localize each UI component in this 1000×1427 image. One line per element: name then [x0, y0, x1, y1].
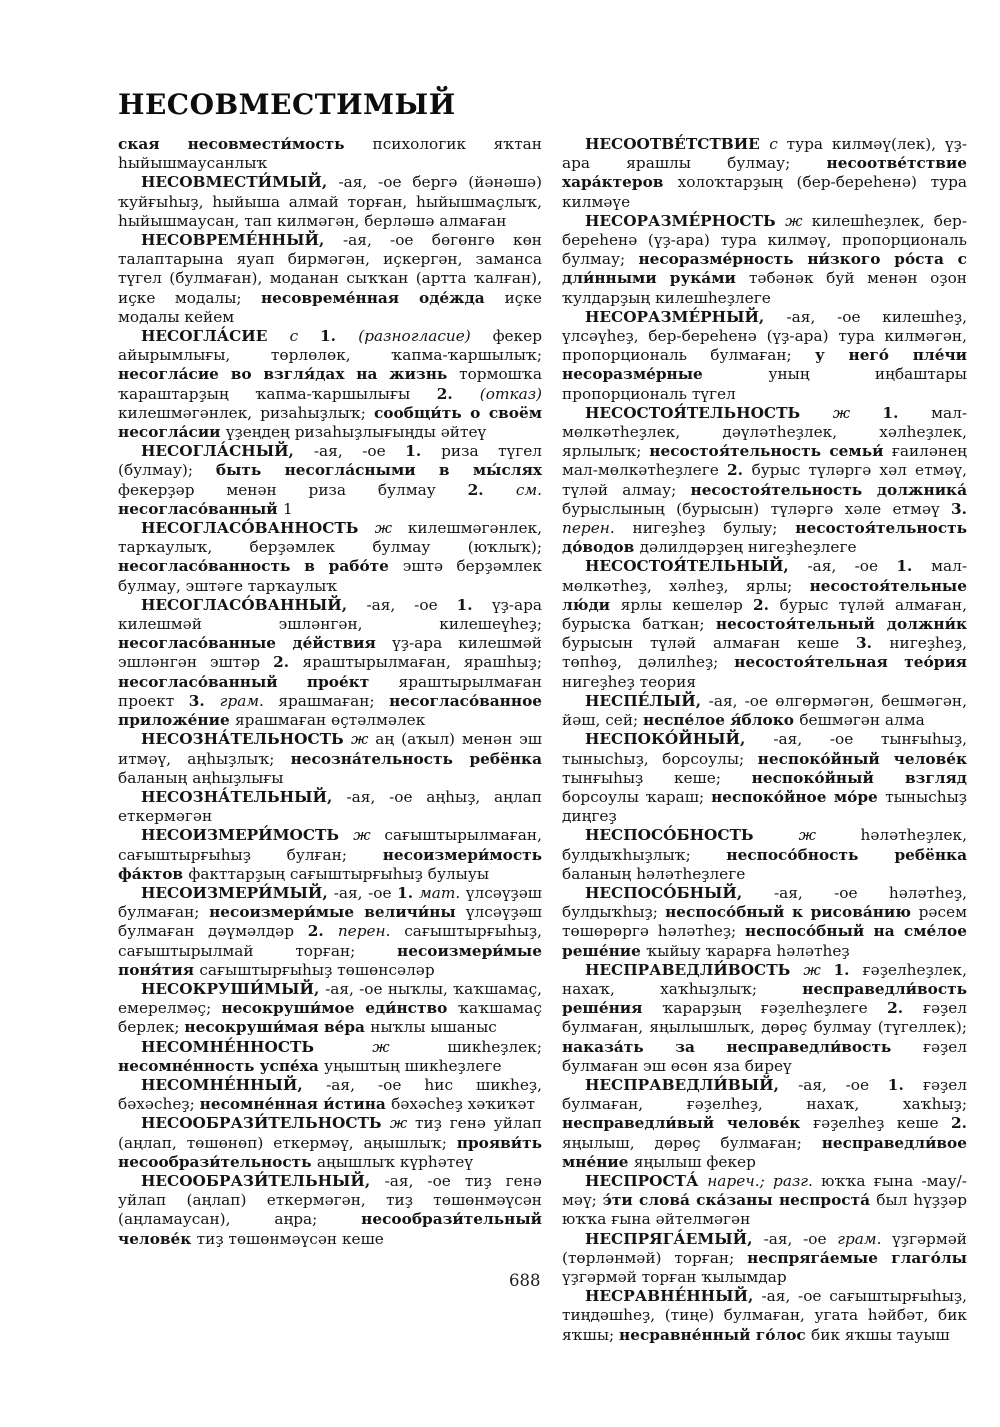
text-run: ҡыйыу ҡарарға һәләтһеҙ — [646, 941, 850, 960]
text-run: килешһеҙлек, бер-береһенә (үҙ-ара) тура килмәү, пропорциональ булмау; — [562, 211, 968, 269]
text-run: (разногласие) — [358, 327, 493, 346]
text-run: үҙ-ара килешмәй эшләнгән эштәр — [118, 634, 542, 672]
dictionary-entry — [118, 1172, 542, 1249]
text-run: ж — [785, 211, 812, 230]
text-run: нигеҙһеҙ теория — [562, 672, 697, 691]
text-run: мал-мөлкәтһеҙ, хәлһеҙ, ярлы; — [562, 557, 967, 595]
dictionary-entry — [118, 596, 542, 730]
text-run: см. — [515, 480, 542, 499]
text-run: грам. — [837, 1229, 893, 1248]
text-run: НЕСПРАВЕДЛИ́ВОСТЬ — [584, 960, 804, 979]
text-run: ж — [351, 730, 376, 749]
text-run: бурыс түләргә хәл етмәү, түләй алмау; — [562, 461, 967, 499]
dictionary-entry — [562, 692, 967, 730]
text-run: -ая, -ое — [366, 595, 457, 614]
text-run: неспе́лое я́блоко — [643, 711, 800, 730]
text-run: һәләтһеҙлек, булдыҡһыҙлыҡ; — [562, 826, 967, 864]
text-run: психологик яҡтан һыйышмаусанлыҡ — [118, 135, 543, 173]
text-run: бурыслының (бурысын) түләргә хәле етмәү — [562, 499, 952, 518]
text-run: ярашмаған өҫтәлмәлек — [235, 711, 426, 730]
text-run: несокруши́мое еди́нство — [221, 999, 459, 1018]
dictionary-entry — [118, 884, 542, 980]
text-run: холоҡтарҙың (бер-береһенә) тура килмәүе — [562, 173, 967, 211]
text-run: иҫке модалы кейем — [118, 288, 542, 326]
text-run: тура килмәү(лек), үҙ-ара ярашлы булмау; — [562, 135, 967, 173]
text-run: НЕСОМНЕ́ННЫЙ, — [140, 1075, 327, 1094]
text-run: тынғыһыҙ кеше; — [562, 768, 752, 787]
text-run: ғәҙел булмаған, яңылышлыҡ, дөрөҫ булмау (түгеллек); — [562, 999, 967, 1037]
text-run: несправедли́вое мне́ние — [562, 1133, 967, 1171]
text-run: НЕСПОСО́БНОСТЬ — [584, 826, 799, 845]
text-run: -ая, -ое килешһеҙ, үлсәүһеҙ, бер-береһенә (үҙ-ара) тура килмәгән, пропорциональ булмаған; — [562, 307, 968, 365]
text-run: НЕСОЗНА́ТЕЛЬНОСТЬ — [140, 730, 351, 749]
text-run: -ая, -ое өлгөрмәгән, бешмәгән, йәш, сей; — [562, 691, 967, 730]
text-run: неспосо́бный на сме́лое реше́ние — [562, 922, 967, 960]
dictionary-entry — [562, 557, 967, 691]
text-run: 3. — [855, 634, 890, 653]
text-run: аң (аҡыл) менән эш итмәү, аңһыҙлыҡ; — [118, 730, 542, 768]
text-run: 3. — [951, 499, 967, 518]
text-run: рәсем төшөрөргә һәләтһеҙ; — [562, 903, 967, 941]
text-run: ж — [374, 519, 408, 538]
text-run: ж — [798, 826, 861, 845]
text-run: үлсәүҙәш булмаған дәүмәлдәр — [118, 903, 542, 941]
text-run: (отказ) — [479, 384, 543, 403]
left-column — [118, 135, 542, 1280]
dictionary-entry — [118, 730, 542, 788]
text-run: несоизмери́мость фа́ктов — [118, 845, 542, 883]
text-run: несоизмери́мые величи́ны — [209, 903, 466, 922]
dictionary-entry — [562, 826, 967, 884]
text-run: уның иңбаштары пропорциональ түгел — [562, 365, 967, 403]
text-run: ж — [353, 826, 385, 845]
dictionary-entry — [562, 308, 967, 404]
text-run: несравне́нный го́лос — [619, 1325, 812, 1344]
dictionary-entry — [118, 327, 542, 442]
text-run: үлсәүҙәш булмаған; — [118, 883, 542, 922]
text-run: юҡҡа ғына -мау/-мәү; — [562, 1171, 967, 1210]
text-run: борсоулы ҡараш; — [562, 787, 712, 806]
dictionary-entry — [562, 135, 967, 212]
text-run: килешмәгәнлек, тарҡаулыҡ, берҙәмлек булмау (юҡлыҡ); — [118, 519, 542, 557]
text-run: 1 — [282, 499, 293, 518]
text-run: несоразме́рность ни́зкого ро́ста с дли́нными рука́ми — [562, 250, 967, 288]
text-run: ская несовмести́мость — [118, 135, 373, 153]
text-run: прояви́ть несообрази́тельность — [118, 1133, 542, 1171]
dictionary-entry — [118, 826, 542, 884]
text-run: быть несогла́сными в мы́слях — [215, 461, 542, 480]
text-run: нигеҙһеҙ, төпһөҙ, дәлилһеҙ; — [562, 634, 968, 672]
text-run: мат. — [419, 883, 466, 902]
text-run: фекерҙәр менән риза булмау — [118, 480, 468, 499]
text-run: тормошҡа ҡараштарҙың ҡапма-ҡаршылығы — [118, 365, 542, 403]
text-run: несомне́нная и́стина — [199, 1095, 392, 1114]
text-run: ҡарарҙың ғәҙелһеҙлеге — [662, 999, 888, 1018]
page-number: 688 — [509, 1271, 541, 1290]
text-run: сообщи́ть о своём несогла́сии — [118, 403, 542, 442]
text-run: НЕСОСТОЯ́ТЕЛЬНЫЙ, — [584, 557, 808, 576]
text-run: -ая, -ое бергә (йәнәшә) ҡуйғыһыҙ, һыйыша алмай торған, һыйышмаҫлыҡ, һыйышмаусан, тап килмәгән, берләшә алмаған — [118, 173, 542, 230]
text-run: НЕСПРОСТА́ — [584, 1171, 708, 1190]
text-run: 1. — [320, 327, 359, 346]
text-run: -ая, -ое — [763, 1229, 838, 1248]
text-run: 3. — [188, 691, 220, 710]
text-run: НЕСОКРУШИ́МЫЙ, — [140, 979, 326, 998]
dictionary-entry — [562, 961, 967, 1076]
dictionary-entry — [118, 519, 542, 596]
text-run: 1. — [397, 883, 420, 902]
text-run: аңышлыҡ күрһәтеү — [316, 1152, 473, 1171]
text-run: -ая, -ое тиҙ генә уйлап (аңлап) еткермәгән, тиҙ төшөнмәүсән (аңламаусан), аңра; — [118, 1171, 542, 1229]
text-run: 2. — [307, 922, 338, 941]
dictionary-entry — [562, 1230, 967, 1288]
dictionary-entry — [562, 1172, 967, 1230]
text-run: 2. — [273, 653, 303, 672]
text-run: ж — [389, 1114, 415, 1133]
text-run: ғаиләнең мал-мөлкәтһеҙлеге — [562, 442, 967, 480]
text-run: -ая, -ое аңһыҙ, аңлап еткермәгән — [118, 787, 542, 826]
dictionary-entry — [118, 788, 542, 826]
text-run: несоотве́тствие хара́ктеров — [562, 154, 967, 192]
text-run: ғәҙелһеҙлек, нахаҡ, хаҡһыҙлыҡ; — [562, 960, 967, 998]
text-run: ҡаҡшамаҫ берлек; — [118, 999, 542, 1037]
right-column — [562, 135, 968, 1344]
dictionary-entry — [562, 1287, 967, 1345]
text-run: фекер айырымлығы, төрлөлөк, ҡапма-ҡаршылыҡ; — [118, 327, 542, 365]
text-run: несоизмери́мые поня́тия — [118, 941, 542, 979]
text-run: неспоко́йный челове́к — [757, 749, 968, 768]
text-run: НЕСПРАВЕДЛИ́ВЫЙ, — [584, 1075, 799, 1094]
text-run: үҙгәрмәй (төрләнмәй) торған; — [562, 1229, 967, 1267]
text-run: несостоя́тельная тео́рия — [734, 653, 967, 672]
text-run: НЕСОМНЕ́ННОСТЬ — [140, 1037, 373, 1056]
dictionary-entry — [118, 1076, 542, 1114]
text-run: баланың аңһыҙлығы — [118, 768, 284, 787]
text-run: несогла́сие во взгля́дах на жизнь — [118, 365, 460, 384]
text-run: ғәҙел булмаған, ғәҙелһеҙ, нахаҡ, хаҡһыҙ; — [562, 1075, 968, 1114]
text-run: НЕСПОКО́ЙНЫЙ, — [584, 730, 774, 749]
text-run: -ая, -ое тынғыһыҙ, тынысһыҙ, борсоулы; — [562, 730, 967, 768]
text-run: тәбәнәк буй менән оҙон ҡулдарҙың килешһеҙлеге — [562, 269, 968, 307]
text-run: яраштырылмаған, ярашһыҙ; — [302, 653, 543, 672]
text-run: сағыштырғыһыҙ, сағыштырылмай торған; — [118, 922, 542, 960]
text-run: несправедли́вый челове́к — [562, 1114, 814, 1133]
text-run: тиҙ генә уйлап (аңлап, төшөнөп) еткермәү, аңышлыҡ; — [118, 1114, 542, 1152]
text-run: бәхәсһеҙ хәҡиҡәт — [391, 1095, 535, 1114]
text-run: НЕСРАВНЕ́ННЫЙ, — [584, 1287, 762, 1306]
text-run: НЕСОВРЕМЕ́ННЫЙ, — [140, 231, 344, 250]
text-run: ныҡлы ышаныс — [370, 1018, 497, 1037]
text-run: несостоя́тельность до́водов — [562, 519, 967, 557]
text-run: яңылыш, дөрөҫ булмаған; — [562, 1133, 822, 1152]
text-run: э́ти слова́ ска́заны неспроста́ — [602, 1191, 877, 1210]
text-run: несозна́тельность ребёнка — [290, 749, 542, 768]
text-run: сағыштырғыһыҙ төшөнсәләр — [199, 960, 435, 979]
text-run: НЕСОГЛАСО́ВАННЫЙ, — [140, 595, 367, 614]
text-run: яраштырылмаған проект — [118, 672, 542, 710]
text-run: неспосо́бный к рисова́нию — [665, 903, 919, 922]
text-run: 1. — [405, 442, 442, 461]
text-run: НЕСОИЗМЕРИ́МЫЙ, — [140, 883, 334, 902]
dictionary-entry — [562, 212, 967, 308]
dictionary-entry — [118, 173, 542, 231]
text-run: факттарҙың сағыштырғыһыҙ булыуы — [188, 864, 490, 883]
text-run: НЕСОГЛА́СНЫЙ, — [140, 442, 314, 461]
text-run: -ая, -ое һәләтһеҙ, булдыҡһыҙ; — [562, 883, 967, 922]
text-run: НЕСООБРАЗИ́ТЕЛЬНОСТЬ — [140, 1114, 390, 1133]
text-run: 2. — [887, 999, 923, 1018]
text-run: НЕСПОСО́БНЫЙ, — [584, 883, 774, 902]
text-run: несогласо́ванное приложе́ние — [118, 691, 543, 730]
dictionary-entry — [562, 1076, 967, 1172]
text-run: мал-мөлкәтһеҙлек, дәүләтһеҙлек, хәлһеҙлек, ярлылыҡ; — [562, 403, 967, 461]
text-run: 1. — [896, 557, 932, 576]
text-run: наказа́ть за несправедли́вость — [562, 1037, 923, 1056]
dictionary-entry — [118, 1114, 542, 1172]
text-run: -ая, -ое сағыштырғыһыҙ, тиңдәшһеҙ, (тиңе) булмаған, угата һәйбәт, бик яҡшы; — [562, 1287, 967, 1344]
text-run: 1. — [882, 403, 932, 422]
dictionary-entry — [118, 442, 542, 519]
text-run: ж — [372, 1037, 448, 1056]
text-run: НЕСООБРАЗИ́ТЕЛЬНЫЙ, — [140, 1171, 385, 1190]
text-run: несостоя́тельные лю́ди — [562, 576, 967, 614]
text-run: үҙеңдең ризаһыҙлығыңды әйтеү — [225, 423, 487, 442]
text-run: несостоя́тельность семьи́ — [649, 442, 892, 461]
text-run: тынысһыҙ диңгеҙ — [562, 787, 967, 826]
text-run: ғәҙелһеҙ кеше — [813, 1114, 952, 1133]
text-run: бурысын түләй алмаған кеше — [562, 634, 856, 653]
text-run: дәлилдәрҙең нигеҙһеҙлеге — [639, 538, 857, 557]
text-run: үҙгәрмәй торған ҡылымдар — [562, 1267, 787, 1286]
text-run: НЕСОИЗМЕРИ́МОСТЬ — [140, 826, 354, 845]
text-run: 2. — [726, 461, 752, 480]
text-run: -ая, -ое һис шикһеҙ, бәхәсһеҙ; — [118, 1075, 542, 1114]
text-run: у него́ пле́чи несоразме́рные — [562, 346, 967, 384]
dictionary-entry — [118, 1038, 542, 1076]
text-run: үҙ-ара килешмәй эшләнгән, килешеүһеҙ; — [118, 595, 542, 634]
text-run: -ая, -ое — [807, 557, 897, 576]
text-run: несостоя́тельный должни́к — [715, 615, 968, 634]
text-run: 1. — [887, 1075, 923, 1094]
text-run: НЕСОВМЕСТИ́МЫЙ, — [140, 173, 339, 192]
text-run: бешмәгән алма — [799, 711, 925, 730]
text-run: 1. — [833, 960, 863, 979]
text-run: был һүҙҙәр юҡҡа ғына әйтелмәгән — [562, 1191, 967, 1229]
text-run: -ая, -ое ныҡлы, ҡаҡшамаҫ, емерелмәҫ; — [118, 979, 543, 1018]
text-run: яңылыш фекер — [633, 1152, 756, 1171]
dictionary-entry — [118, 135, 542, 173]
text-run: бурыс түләй алмаған, бурысҡа батҡан; — [562, 595, 967, 634]
text-run: -ая, -ое — [798, 1075, 888, 1094]
text-run: несомне́нность успе́ха — [118, 1056, 325, 1075]
text-run: ярлы кешеләр — [620, 595, 753, 614]
text-run: бик яҡшы тауыш — [811, 1325, 950, 1344]
text-run: с — [289, 327, 320, 346]
text-run: НЕСОРАЗМЕ́РНЫЙ, — [584, 307, 787, 326]
text-run: килешмәгәнлек, ризаһыҙлыҡ; — [118, 403, 374, 422]
text-run: уңыштың шикһеҙлеге — [324, 1056, 502, 1075]
text-run: ж — [832, 403, 883, 422]
text-run: ғәҙел булмаған эш өсөн яза биреү — [562, 1037, 967, 1075]
text-run: с — [769, 135, 787, 153]
text-run: ярашмаған; — [278, 691, 390, 710]
dictionary-entry — [562, 404, 967, 558]
text-run: НЕСОСТОЯ́ТЕЛЬНОСТЬ — [584, 403, 833, 422]
dictionary-entry — [562, 730, 967, 826]
text-run: неспосо́бность ребёнка — [726, 845, 967, 864]
text-run: несогласо́ванность в рабо́те — [118, 557, 403, 576]
text-run: эштә берҙәмлек булмау, эштәге тарҡаулыҡ — [118, 557, 542, 595]
text-run: нигеҙһеҙ булыу; — [632, 519, 796, 538]
text-run: несостоя́тельность должника́ — [690, 480, 967, 499]
dictionary-entry — [562, 884, 967, 961]
text-run: 2. — [951, 1114, 967, 1133]
text-run: -ая, -ое бөгөнгө көн талаптарына яуап бирмәгән, иҫкергән, заманса түгел (булмаған), моданан сыҡҡан (артта ҡалған), иҫке модалы; — [118, 231, 542, 307]
text-run: НЕСОЗНА́ТЕЛЬНЫЙ, — [140, 787, 347, 806]
text-run: перен. — [337, 922, 405, 941]
text-run: несогласо́ванный — [118, 499, 283, 518]
text-run: -ая, -ое — [333, 883, 398, 902]
text-run: неспряга́емые глаго́лы — [747, 1248, 967, 1267]
text-run: несообрази́тельный челове́к — [118, 1210, 542, 1248]
text-run: НЕСПЕ́ЛЫЙ, — [584, 691, 709, 710]
text-run: 2. — [752, 595, 780, 614]
text-run: -ая, -ое — [313, 442, 406, 461]
text-run: НЕСООТВЕ́ТСТВИЕ — [584, 135, 770, 153]
text-run: НЕСОГЛА́СИЕ — [140, 327, 290, 346]
text-run: неспоко́йный взгляд — [751, 768, 967, 787]
text-run: шикһеҙлек; — [447, 1037, 542, 1056]
text-run: несправедли́вость реше́ния — [562, 979, 967, 1018]
text-run: нареч.; разг. — [707, 1171, 822, 1190]
text-run: несогласо́ванный прое́кт — [118, 672, 399, 691]
text-run: 2. — [467, 480, 516, 499]
text-run: перен. — [562, 519, 633, 538]
text-run: неспоко́йное мо́ре — [711, 787, 886, 806]
text-run: несокруши́мая ве́ра — [184, 1018, 371, 1037]
text-run: риза түгел (булмау); — [118, 442, 543, 480]
text-run: ж — [803, 960, 834, 979]
dictionary-entry — [118, 980, 542, 1038]
text-run: НЕСПРЯГА́ЕМЫЙ, — [584, 1229, 764, 1248]
running-head: НЕСОВМЕСТИМЫЙ — [118, 88, 456, 121]
text-run: тиҙ төшөнмәүсән кеше — [196, 1229, 384, 1248]
text-run: сағыштырылмаған, сағыштырғыһыҙ булған; — [118, 826, 542, 864]
text-run: грам. — [219, 691, 279, 710]
text-run: 1. — [456, 595, 492, 614]
text-run: НЕСОГЛАСО́ВАННОСТЬ — [140, 519, 375, 538]
text-run: несовреме́нная оде́жда — [260, 288, 505, 307]
text-run: НЕСОРАЗМЕ́РНОСТЬ — [584, 211, 786, 230]
dictionary-entry — [118, 231, 542, 327]
text-run: баланың һәләтһеҙлеге — [562, 864, 746, 883]
text-run: 2. — [436, 384, 480, 403]
text-run: несогласо́ванные де́йствия — [118, 634, 393, 653]
